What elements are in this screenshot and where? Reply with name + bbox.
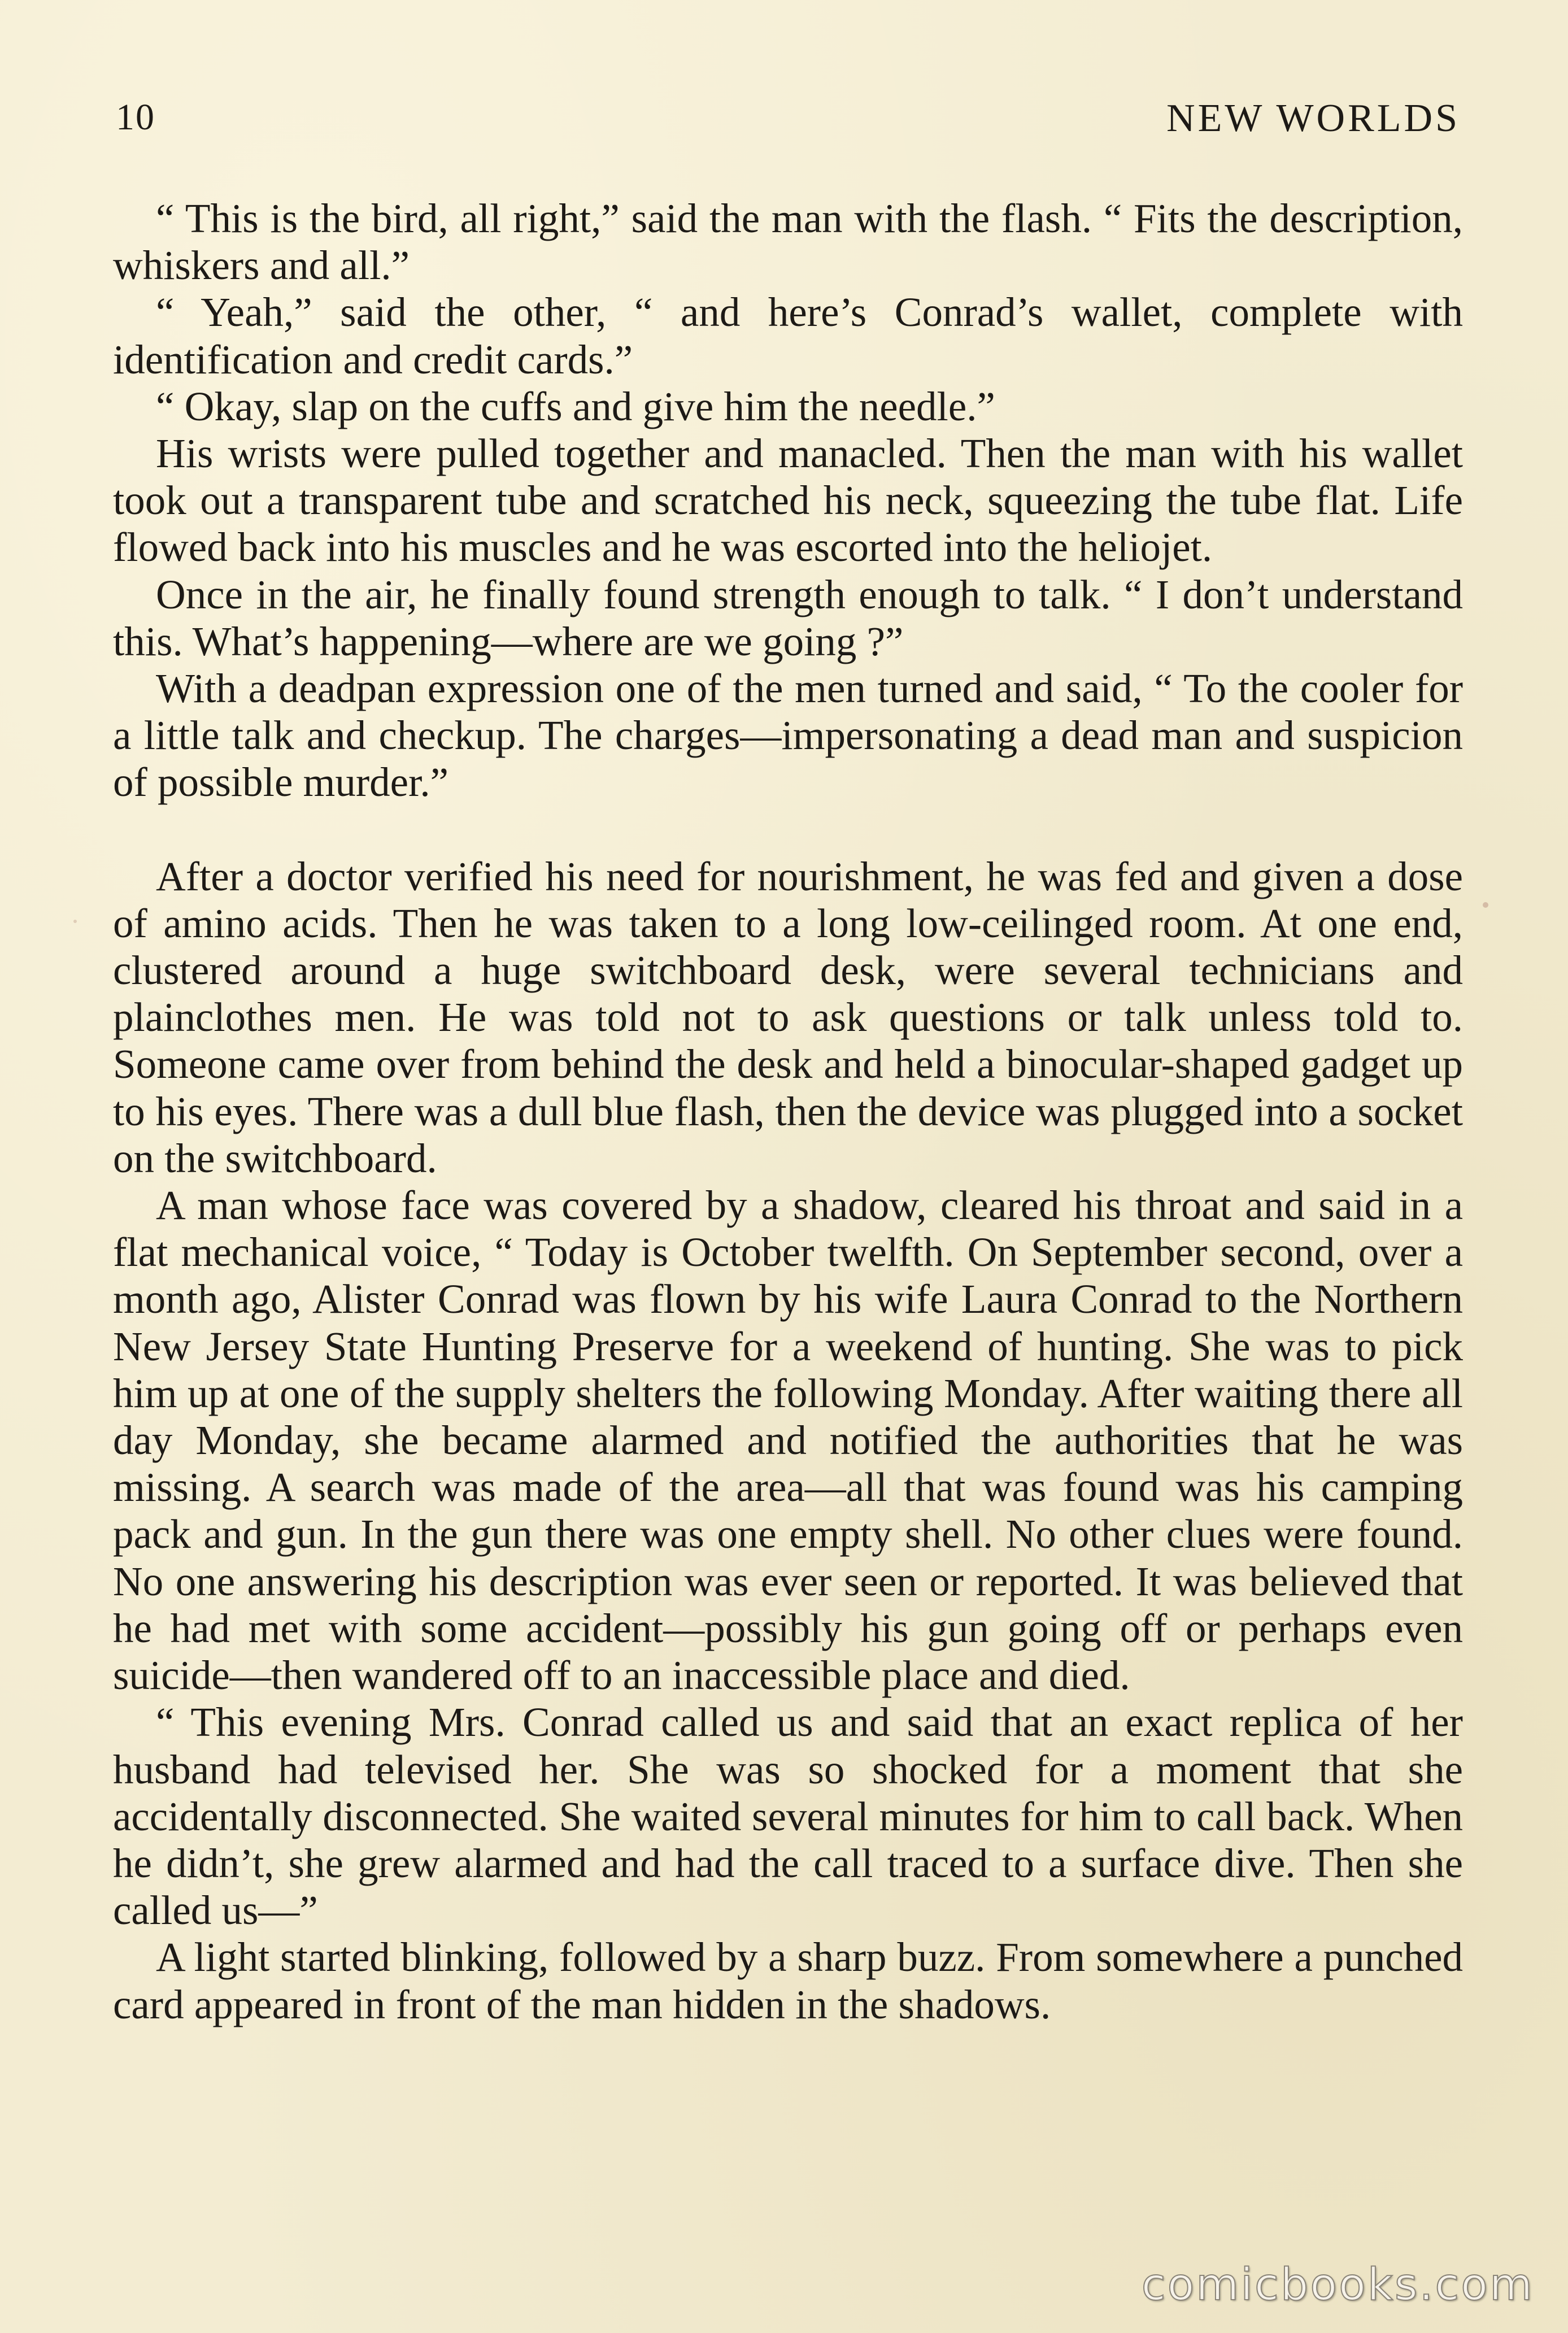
paper-speck — [1483, 902, 1488, 908]
paragraph: “ Yeah,” said the other, “ and here’s Conrad’s wallet, complete with identification and credit cards.” — [113, 289, 1463, 382]
paragraph: After a doctor verified his need for nourishment, he was fed and given a dose of amino acids. Then he was taken to a long low-ceilinged room. At one end, clustered around a huge switchboard desk, were several technicians and plainclothes men. He was told not to ask questions or talk unless told to. Someone came over from behind the desk and held a binocular-shaped gadget up to his eyes. There was a dull blue flash, then the device was plugged into a socket on the switchboard. — [113, 853, 1463, 1181]
paragraph: Once in the air, he finally found strength enough to talk. “ I don’t understand this. What’s happening—where are we going ?” — [113, 571, 1463, 664]
running-head — [116, 96, 1460, 153]
paper-speck — [73, 920, 77, 923]
paragraph: “ This is the bird, all right,” said the man with the flash. “ Fits the description, whiskers and all.” — [113, 195, 1463, 289]
paragraph: A man whose face was covered by a shadow, cleared his throat and said in a flat mechanical voice, “ Today is October twelfth. On September second, over a month ago, Alister Conrad was flown by his wife Laura Conrad to the Northern New Jersey State Hunting Preserve for a weekend of hunting. She was to pick him up at one of the supply shelters the following Monday. After waiting there all day Monday, she became alarmed and notified the authorities that he was missing. A search was made of the area—all that was found was his camping pack and gun. In the gun there was one empty shell. No other clues were found. No one answering his description was ever seen or reported. It was believed that he had met with some accident—possibly his gun going off or perhaps even suicide—then wandered off to an inaccessible place and died. — [113, 1182, 1463, 1699]
watermark: comicbooks.com — [1141, 2260, 1534, 2310]
body-text — [113, 195, 1463, 2028]
paragraph: His wrists were pulled together and manacled. Then the man with his wallet took out a transparent tube and scratched his neck, squeezing the tube flat. Life flowed back into his muscles and he was escorted into the heliojet. — [113, 430, 1463, 571]
page-number: 10 — [116, 97, 155, 138]
paragraph: With a deadpan expression one of the men turned and said, “ To the cooler for a little talk and checkup. The charges—impersonating a dead man and suspicion of possible murder.” — [113, 665, 1463, 806]
running-title: NEW WORLDS — [1166, 97, 1460, 140]
paragraph: A light started blinking, followed by a sharp buzz. From somewhere a punched card appeared in front of the man hidden in the shadows. — [113, 1934, 1463, 2027]
paragraph: “ This evening Mrs. Conrad called us and said that an exact replica of her husband had televised her. She was so shocked for a moment that she accidentally disconnected. She waited several minutes for him to call back. When he didn’t, she grew alarmed and had the call traced to a surface dive. Then she called us—” — [113, 1699, 1463, 1934]
paragraph: “ Okay, slap on the cuffs and give him the needle.” — [156, 383, 995, 429]
